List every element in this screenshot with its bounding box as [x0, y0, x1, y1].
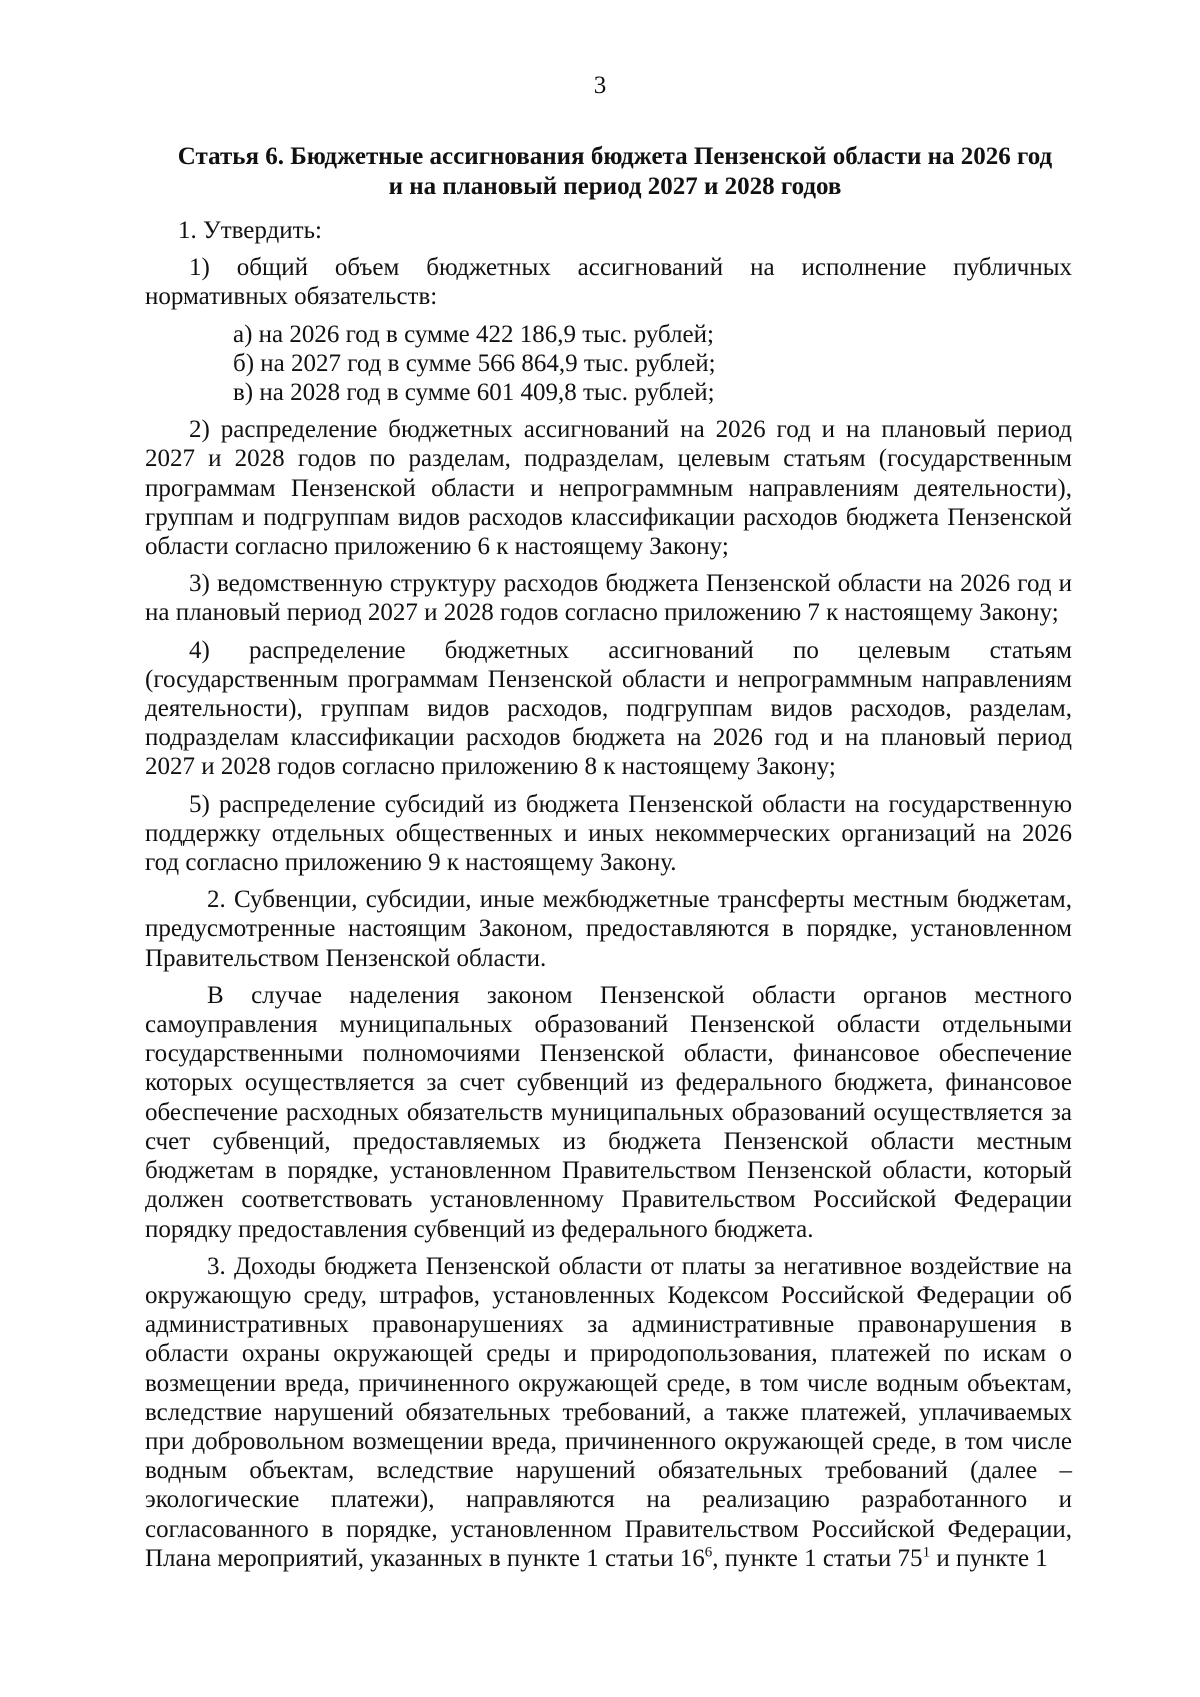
- article-title: [150, 142, 1080, 202]
- paragraph-1-subitem-c: в) на 2028 год в сумме 601 409,8 тыс. рублей;: [233, 379, 715, 407]
- paragraph-1-item-2: 2) распределение бюджетных ассигнований на 2026 год и на плановый период 2027 и 2028 годов по разделам, подразделам, целевым статьям (государственным программам Пензенской области и непрограммным направлениям деятельности), группам и подгруппам видов расходов классификации расходов бюджета Пензенской области согласно приложению 6 к настоящему Закону;: [145, 416, 1072, 561]
- paragraph-2-case: В случае наделения законом Пензенской области органов местного самоуправления муниципальных образований Пензенской области отдельными государственными полномочиями Пензенской области, финансовое обеспечение которых осуществляется за счет субвенций из федерального бюджета, финансовое обеспечение расходных обязательств муниципальных образований осуществляется за счет субвенций, предоставляемых из бюджета Пензенской области местным бюджетам в порядке, установленном Правительством Пензенской области, который должен соответствовать установленному Правительством Российской Федерации порядку предоставления субвенций из федерального бюджета.: [145, 981, 1072, 1243]
- paragraph-1-intro: 1. Утвердить:: [178, 217, 322, 244]
- article-title-line-1: Статья 6. Бюджетные ассигнования бюджета Пензенской области на 2026 год: [177, 143, 1053, 170]
- paragraph-3-text-c: и пункте 1: [930, 1544, 1048, 1572]
- paragraph-3-superscript-2: 1: [922, 1544, 931, 1561]
- paragraph-1-subitem-b: б) на 2027 год в сумме 566 864,9 тыс. рублей;: [233, 349, 716, 377]
- paragraph-1-subitem-a: а) на 2026 год в сумме 422 186,9 тыс. рублей;: [233, 320, 714, 348]
- paragraph-1-item-1: 1) общий объем бюджетных ассигнований на исполнение публичных нормативных обязательств:: [145, 254, 1072, 311]
- paragraph-3: [145, 1252, 1072, 1573]
- paragraph-3-text-b: , пункте 1 статьи 75: [712, 1544, 923, 1572]
- article-body: [145, 216, 1072, 1581]
- paragraph-1-item-4: 4) распределение бюджетных ассигнований по целевым статьям (государственным программам Пензенской области и непрограммным направлениям деятельности), группам видов расходов, подгруппам видов расходов, разделам, подразделам классификации расходов бюджета на 2026 год и на плановый период 2027 и 2028 годов согласно приложению 8 к настоящему Закону;: [145, 636, 1072, 781]
- paragraph-3-text-a: 3. Доходы бюджета Пензенской области от платы за негативное воздействие на окружающую среду, штрафов, установленных Кодексом Российской Федерации об административных правонарушениях за административные правонарушения в области охраны окружающей среды и природопользования, платежей по искам о возмещении вреда, причиненного окружающей среде, в том числе водным объектам, вследствие нарушений обязательных требований, а также платежей, уплачиваемых при добровольном возмещении вреда, причиненного окружающей среде, в том числе водным объектам, вследствие нарушений обязательных требований (далее – экологические платежи), направляются на реализацию разработанного и согласованного в порядке, установленном Правительством Российской Федерации, Плана мероприятий, указанных в пункте 1 статьи 16: [145, 1252, 1072, 1572]
- paragraph-3-superscript-1: 6: [704, 1544, 713, 1561]
- paragraph-1-item-5: 5) распределение субсидий из бюджета Пензенской области на государственную поддержку отдельных общественных и иных некоммерческих организаций на 2026 год согласно приложению 9 к настоящему Закону.: [145, 790, 1072, 877]
- paragraph-1-item-3: 3) ведомственную структуру расходов бюджета Пензенской области на 2026 год и на плановый период 2027 и 2028 годов согласно приложению 7 к настоящему Закону;: [145, 570, 1072, 627]
- paragraph-2: 2. Субвенции, субсидии, иные межбюджетные трансферты местным бюджетам, предусмотренные настоящим Законом, предоставляются в порядке, установленном Правительством Пензенской области.: [145, 886, 1072, 972]
- page-number: 3: [593, 72, 607, 99]
- article-title-line-2: и на плановый период 2027 и 2028 годов: [388, 173, 842, 200]
